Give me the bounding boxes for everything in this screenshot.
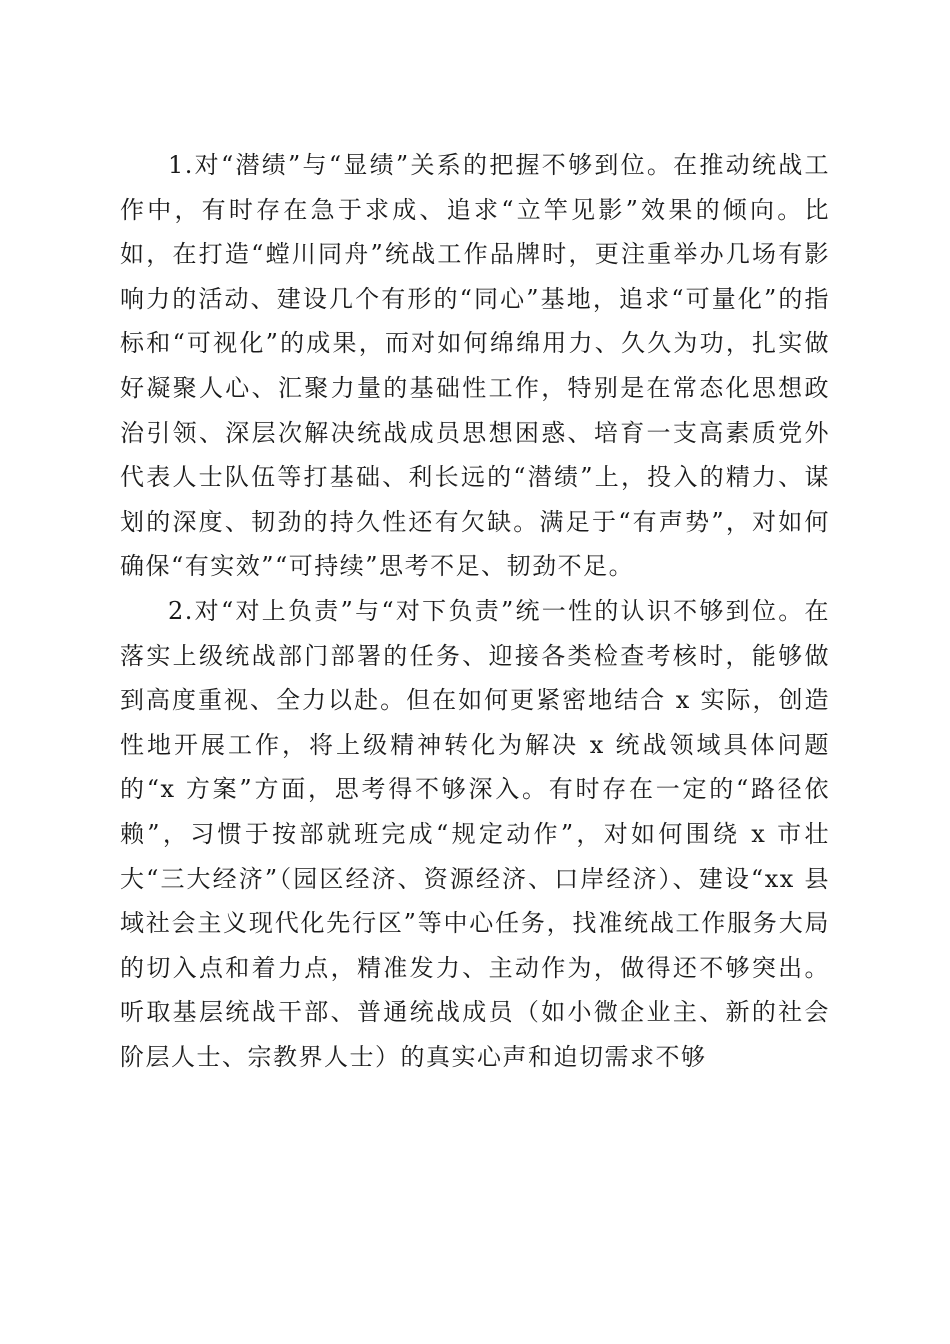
paragraph-2: 2.对“对上负责”与“对下负责”统一性的认识不够到位。在落实上级统战部门部署的任务、迎接各类检查考核时，能够做到高度重视、全力以赴。但在如何更紧密地结合 x 实际，创造性地开展工作，将上级精神转化为解决 x 统战领域具体问题的“x 方案”方面，思考得不够深入。有时存在一定的“路径依赖”，习惯于按部就班完成“规定动作”，对如何围绕 x 市壮大“三大经济”（园区经济、资源经济、口岸经济）、建设“xx 县域社会主义现代化先行区”等中心任务，找准统战工作服务大局的切入点和着力点，精准发力、主动作为，做得还不够突出。听取基层统战干部、普通统战成员（如小微企业主、新的社会阶层人士、宗教界人士）的真实心声和迫切需求不够 [120,596,830,1071]
paragraph-1: 1.对“潜绩”与“显绩”关系的把握不够到位。在推动统战工作中，有时存在急于求成、追求“立竿见影”效果的倾向。比如，在打造“螳川同舟”统战工作品牌时，更注重举办几场有影响力的活动、建设几个有形的“同心”基地，追求“可量化”的指标和“可视化”的成果，而对如何绵绵用力、久久为功，扎实做好凝聚人心、汇聚力量的基础性工作，特别是在常态化思想政治引领、深层次解决统战成员思想困惑、培育一支高素质党外代表人士队伍等打基础、利长远的“潜绩”上，投入的精力、谋划的深度、韧劲的持久性还有欠缺。满足于“有声势”，对如何确保“有实效”“可持续”思考不足、韧劲不足。 [120,151,830,581]
document-body [120,143,830,1079]
